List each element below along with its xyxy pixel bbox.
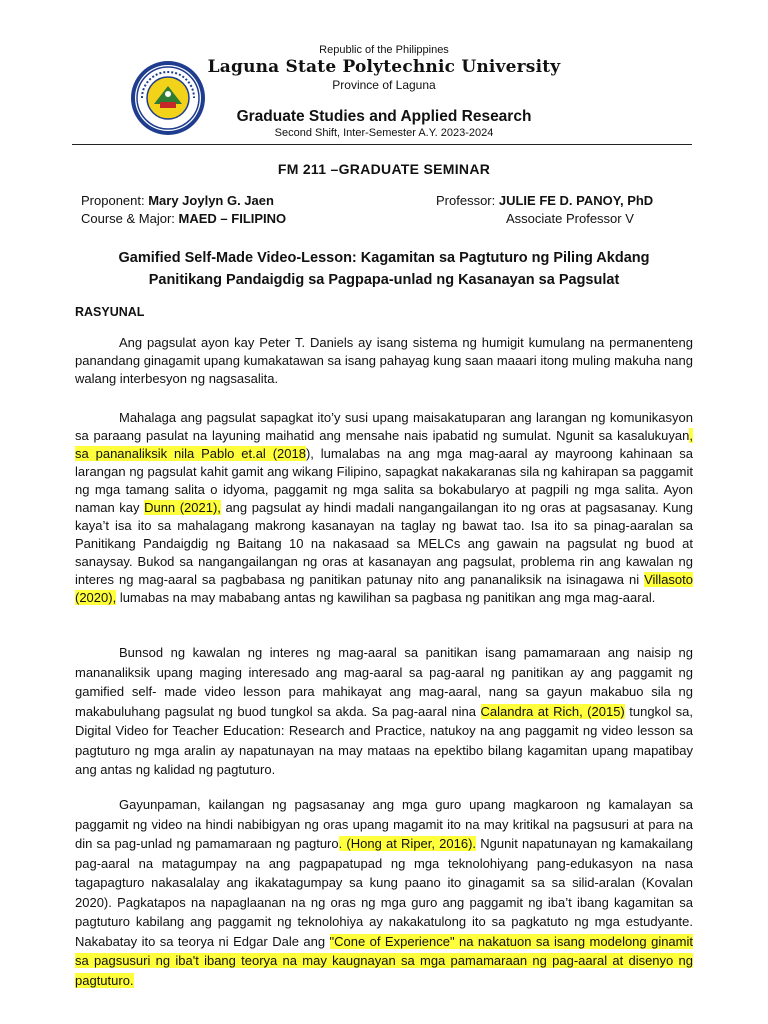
paragraph-4-text-a: Gayunpaman, kailangan ng pagsasanay ang mga guro upang magkaroon ng kamalayan sa paggamit ng video na hindi nabibigyan ng oras upang magamit ito na may kritikal na pagsusuri at para na din sa pag-unlad ng pamamaraan ng pagturo bbox=[75, 797, 693, 851]
course-major-label: Course & Major: bbox=[81, 211, 179, 226]
course-major-value: MAED – FILIPINO bbox=[178, 211, 287, 226]
office-name: Graduate Studies and Applied Research bbox=[236, 108, 532, 125]
term-line: Second Shift, Inter-Semester A.Y. 2023-2024 bbox=[274, 127, 494, 139]
paper-title-line-2: Panitikang Pandaigdig sa Pagpapa-unlad ng Kasanayan sa Pagsulat bbox=[148, 272, 620, 288]
professor-rank: Associate Professor V bbox=[506, 211, 634, 226]
proponent-line bbox=[81, 193, 274, 208]
professor-name: JULIE FE D. PANOY, PhD bbox=[498, 193, 654, 208]
citation-highlight: , sa pananaliksik nila Pablo et.al (2018 bbox=[75, 428, 693, 461]
paragraph-2-text-a: Mahalaga ang pagsulat sapagkat ito’y susi upang maisakatuparan ang larangan ng komunikasyon sa paraang pasulat na layuning maihatid ang mensahe nais ipabatid ng sumulat. Ngunit sa kasalukuyan bbox=[75, 410, 693, 443]
paragraph-2-text-b: ), lumalabas na ang mga mag-aaral ay mayroong kahinaan sa larangan ng pagsulat kahit gamit ang wikang Filipino, sapagkat nakakaranas sila ng kahirapan sa paggamit ng mga tamang salita o idyoma, paggamit ng mga salita sa bokabularyo at pagpili ng mga salita. Ayon naman kay bbox=[75, 446, 694, 515]
paragraph-1: Ang pagsulat ayon kay Peter T. Daniels ay isang sistema ng humigit kumulang na permanenteng panandang ginagamit upang kumakatawan sa isang pahayag kung saan maaari itong muling makuha nang walang interbesyon ng nagsasalita. bbox=[75, 335, 693, 386]
republic-line: Republic of the Philippines bbox=[319, 44, 449, 56]
paragraph-3-text-a: Bunsod ng kawalan ng interes ng mag-aaral sa panitikan isang pamamaraan ang naisip ng mananaliksik upang maging interesado ang mag-aaral sa pag-aaral ng panitikan ay ang paggamit ng gamified self- made video lesson para mahikayat ang mag-aaral, nang sa gayun makabuo sila ng makabuluhang pagsulat ng buod tungkol sa akda. Sa pag-aaral nina bbox=[75, 645, 693, 719]
province-line: Province of Laguna bbox=[332, 78, 436, 92]
citation-highlight: Dunn (2021), bbox=[144, 500, 221, 515]
citation-highlight: "Cone of Experience" na nakatuon sa isang modelong ginamit sa pagsusuri ng iba't ibang teorya na may kaugnayan sa mga pamamaraan ng pag-aaral at disenyo ng pagtuturo. bbox=[75, 933, 693, 988]
paper-title-line-1: Gamified Self-Made Video-Lesson: Kagamitan sa Pagtuturo ng Piling Akdang bbox=[118, 250, 650, 266]
paragraph-2 bbox=[75, 409, 693, 607]
professor-label: Professor: bbox=[436, 193, 499, 208]
paper-title bbox=[70, 247, 698, 291]
paragraph-3-text-b: tungkol sa, Digital Video for Teacher Education: Research and Practice, natukoy na ang paggamit ng video lesson sa pagtuturo ng mga aralin ay napatunayan na may mataas na epektibo bilang kagamitan upang mapatibay ang antas ng kalidad ng pagtuturo. bbox=[75, 703, 693, 777]
paragraph-3 bbox=[75, 643, 693, 780]
citation-highlight: Villasoto (2020), bbox=[75, 572, 693, 605]
header-divider bbox=[72, 144, 692, 145]
course-title: FM 211 –GRADUATE SEMINAR bbox=[277, 161, 491, 177]
university-name: Laguna State Polytechnic University bbox=[207, 57, 561, 77]
professor-line bbox=[436, 193, 653, 208]
paragraph-4-text-b: Ngunit napatunayan ng kamakailang pag-aaral na matagumpay na ang pagpapatupad ng mga teknolohiyang pang-edukasyon na nasa tagapagturo nakasalalay ang ikakatagumpay sa kung paano ito ginagamit sa sa silid-aralan (Kovalan 2020). Pagkatapos na napaglaanan na ng oras ng mga guro ang paggamit ng iba’t ibang kagamitan sa pagtuturo kabilang ang paggamit ng teknolohiya ay nakakatulong ito sa pagkatuto ng mga estudyante. Nakabatay ito sa teorya ni Edgar Dale ang bbox=[75, 836, 693, 949]
section-heading: RASYUNAL bbox=[75, 305, 145, 319]
course-major-line bbox=[81, 211, 286, 226]
proponent-label: Proponent: bbox=[81, 193, 149, 208]
paragraph-2-text-d: lumabas na may mababang antas ng kawilihan sa pagbasa ng panitikan ang mga mag-aaral. bbox=[116, 590, 656, 605]
proponent-name: Mary Joylyn G. Jaen bbox=[148, 193, 274, 208]
paragraph-4 bbox=[75, 795, 693, 990]
citation-highlight: . (Hong at Riper, 2016). bbox=[338, 836, 477, 851]
citation-highlight: Calandra at Rich, (2015) bbox=[480, 703, 625, 719]
paragraph-2-text-c: ang pagsulat ay hindi madali nangangailangan ito ng oras at pagsasanay. Kung kaya’t isa ito sa mahalagang makrong kasanayan na taglay ng bawat tao. Isa ito sa pinag-aaralan sa Panitikang Pandaigdig ng Baitang 10 na nakasaad sa MELCs ang gawain na pagsulat ng buod at sanaysay. Bukod sa nangangailangan ng oras at kasanayan ang pagsulat, problema rin ang kawalan ng interes ng mag-aaral sa pagbabasa ng panitikan patunay nito ang pananaliksik na isinagawa ni bbox=[75, 500, 693, 587]
